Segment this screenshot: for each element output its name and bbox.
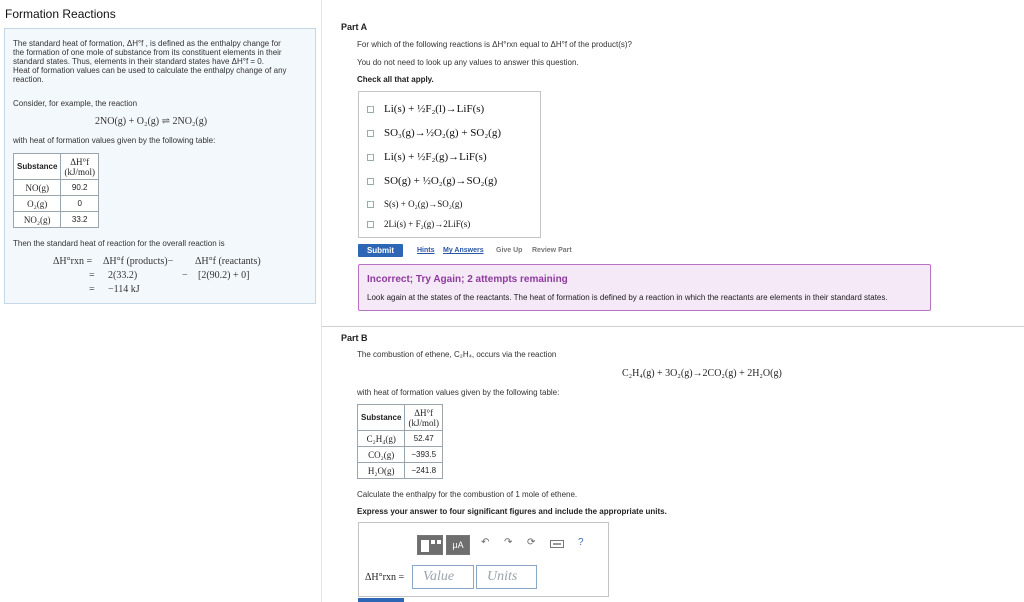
- part-b-intro: The combustion of ethene, C₂H₄, occurs via the reaction: [357, 350, 557, 359]
- checkbox-icon[interactable]: [367, 130, 374, 137]
- part-a-note: You do not need to look up any values to answer this question.: [357, 58, 579, 67]
- table-row: CO₂(g) −393.5: [358, 447, 443, 463]
- part-a-title: Part A: [341, 22, 368, 32]
- help-icon[interactable]: ?: [578, 537, 584, 548]
- feedback-box: [358, 264, 931, 311]
- checkbox-checked-icon[interactable]: ✓: [367, 201, 374, 207]
- table-header-substance: Substance: [358, 405, 405, 431]
- value-input[interactable]: Value: [412, 565, 474, 589]
- submit-button[interactable]: Submit: [358, 244, 403, 257]
- panel-divider: [321, 0, 322, 602]
- table-row: O₂(g) 0: [14, 196, 99, 212]
- intro-line-4: Heat of formation values can be used to calculate the enthalpy change of any: [13, 66, 287, 75]
- part-b-instruction: Express your answer to four significant figures and include the appropriate units.: [357, 507, 667, 516]
- choice-2li-f2[interactable]: 2Li(s) + F₂(g)→2LiF(s): [367, 215, 470, 233]
- calc-reactants: ΔH°f (reactants): [195, 256, 261, 267]
- part-b-reaction: C₂H₄(g) + 3O₂(g)→2CO₂(g) + 2H₂O(g): [622, 368, 782, 379]
- template-icon[interactable]: [417, 535, 443, 555]
- checkbox-checked-icon[interactable]: ✓: [367, 106, 374, 112]
- table-intro: with heat of formation values given by the following table:: [13, 136, 216, 145]
- choice-li-f2-gas[interactable]: ✓ Li(s) + ½F₂(g)→LiF(s): [367, 151, 487, 163]
- units-mu-a-button[interactable]: μA: [446, 535, 470, 555]
- part-a-question: For which of the following reactions is ΔH°rxn equal to ΔH°f of the product(s)?: [357, 40, 632, 49]
- give-up-link[interactable]: Give Up: [496, 247, 523, 254]
- hints-link[interactable]: Hints: [417, 247, 435, 254]
- checkbox-checked-icon[interactable]: ✓: [367, 154, 374, 160]
- calc-line2-reactants: [2(90.2) + 0]: [198, 270, 250, 281]
- choice-li-f2-liquid[interactable]: ✓ Li(s) + ½F₂(l)→LiF(s): [367, 103, 485, 115]
- choices-list: [358, 91, 541, 238]
- answer-entry-box: [358, 522, 609, 597]
- part-divider: [322, 326, 1024, 327]
- part-b-table-intro: with heat of formation values given by the following table:: [357, 388, 560, 397]
- table-row: NO₂(g) 33.2: [14, 212, 99, 228]
- calc-products: ΔH°f (products)−: [103, 256, 174, 267]
- calc-line2-eq: =: [89, 270, 95, 281]
- table-header-substance: Substance: [14, 154, 61, 180]
- answer-label: ΔH°rxn =: [365, 572, 405, 583]
- feedback-title: Incorrect; Try Again; 2 attempts remaining: [367, 274, 568, 285]
- table-header-dhf: ΔH°f (kJ/mol): [61, 154, 99, 180]
- choice-so3-decomposition[interactable]: SO₃(g)→½O₂(g) + SO₂(g): [367, 124, 501, 142]
- table-row: NO(g) 90.2: [14, 180, 99, 196]
- units-input[interactable]: Units: [476, 565, 537, 589]
- undo-icon[interactable]: ↶: [481, 537, 490, 548]
- part-b-title: Part B: [341, 333, 368, 343]
- intro-line-5: reaction.: [13, 75, 44, 84]
- intro-line-2: the formation of one mole of substance from its constituent elements in their: [13, 48, 282, 57]
- part-b-heat-table: [357, 404, 443, 479]
- example-reaction: 2NO(g) + O₂(g) ⇌ 2NO₂(g): [95, 116, 208, 127]
- checkbox-icon[interactable]: [367, 178, 374, 185]
- consider-text: Consider, for example, the reaction: [13, 99, 138, 108]
- intro-line-3: standard states. Thus, elements in their standard states have ΔH°f = 0.: [13, 57, 264, 66]
- checkbox-icon[interactable]: [367, 221, 374, 228]
- calc-lhs: ΔH°rxn =: [53, 256, 93, 267]
- calc-line2-minus: −: [182, 270, 188, 281]
- part-b-calc-text: Calculate the enthalpy for the combustion of 1 mole of ethene.: [357, 490, 578, 499]
- redo-icon[interactable]: ↷: [504, 537, 513, 548]
- table-row: H₂O(g) −241.8: [358, 463, 443, 479]
- part-a-instruction: Check all that apply.: [357, 75, 434, 84]
- calc-line2-products: 2(33.2): [108, 270, 138, 281]
- then-text: Then the standard heat of reaction for the overall reaction is: [13, 239, 225, 248]
- calc-line3-eq: =: [89, 284, 95, 295]
- table-row: C₂H₄(g) 52.47: [358, 431, 443, 447]
- choice-s-oxidation[interactable]: ✓ S(s) + O₂(g)→SO₂(g): [367, 199, 463, 209]
- part-b-submit-button-edge[interactable]: [358, 598, 404, 602]
- feedback-message: Look again at the states of the reactants. The heat of formation is defined by a reaction in which the reactants are elements in their standard states.: [367, 293, 888, 302]
- intro-line-1: The standard heat of formation, ΔH°f , is defined as the enthalpy change for: [13, 39, 281, 48]
- table-header-dhf: ΔH°f (kJ/mol): [405, 405, 443, 431]
- heat-of-formation-table: [13, 153, 99, 228]
- left-panel-title: Formation Reactions: [5, 7, 116, 21]
- reset-icon[interactable]: ⟳: [527, 537, 536, 548]
- my-answers-link[interactable]: My Answers: [443, 247, 484, 254]
- calc-result: −114 kJ: [108, 284, 140, 295]
- keyboard-icon[interactable]: [550, 540, 564, 551]
- intro-panel: [4, 28, 316, 304]
- choice-so-oxidation[interactable]: SO(g) + ½O₂(g)→SO₂(g): [367, 172, 497, 190]
- review-part-link[interactable]: Review Part: [532, 247, 572, 254]
